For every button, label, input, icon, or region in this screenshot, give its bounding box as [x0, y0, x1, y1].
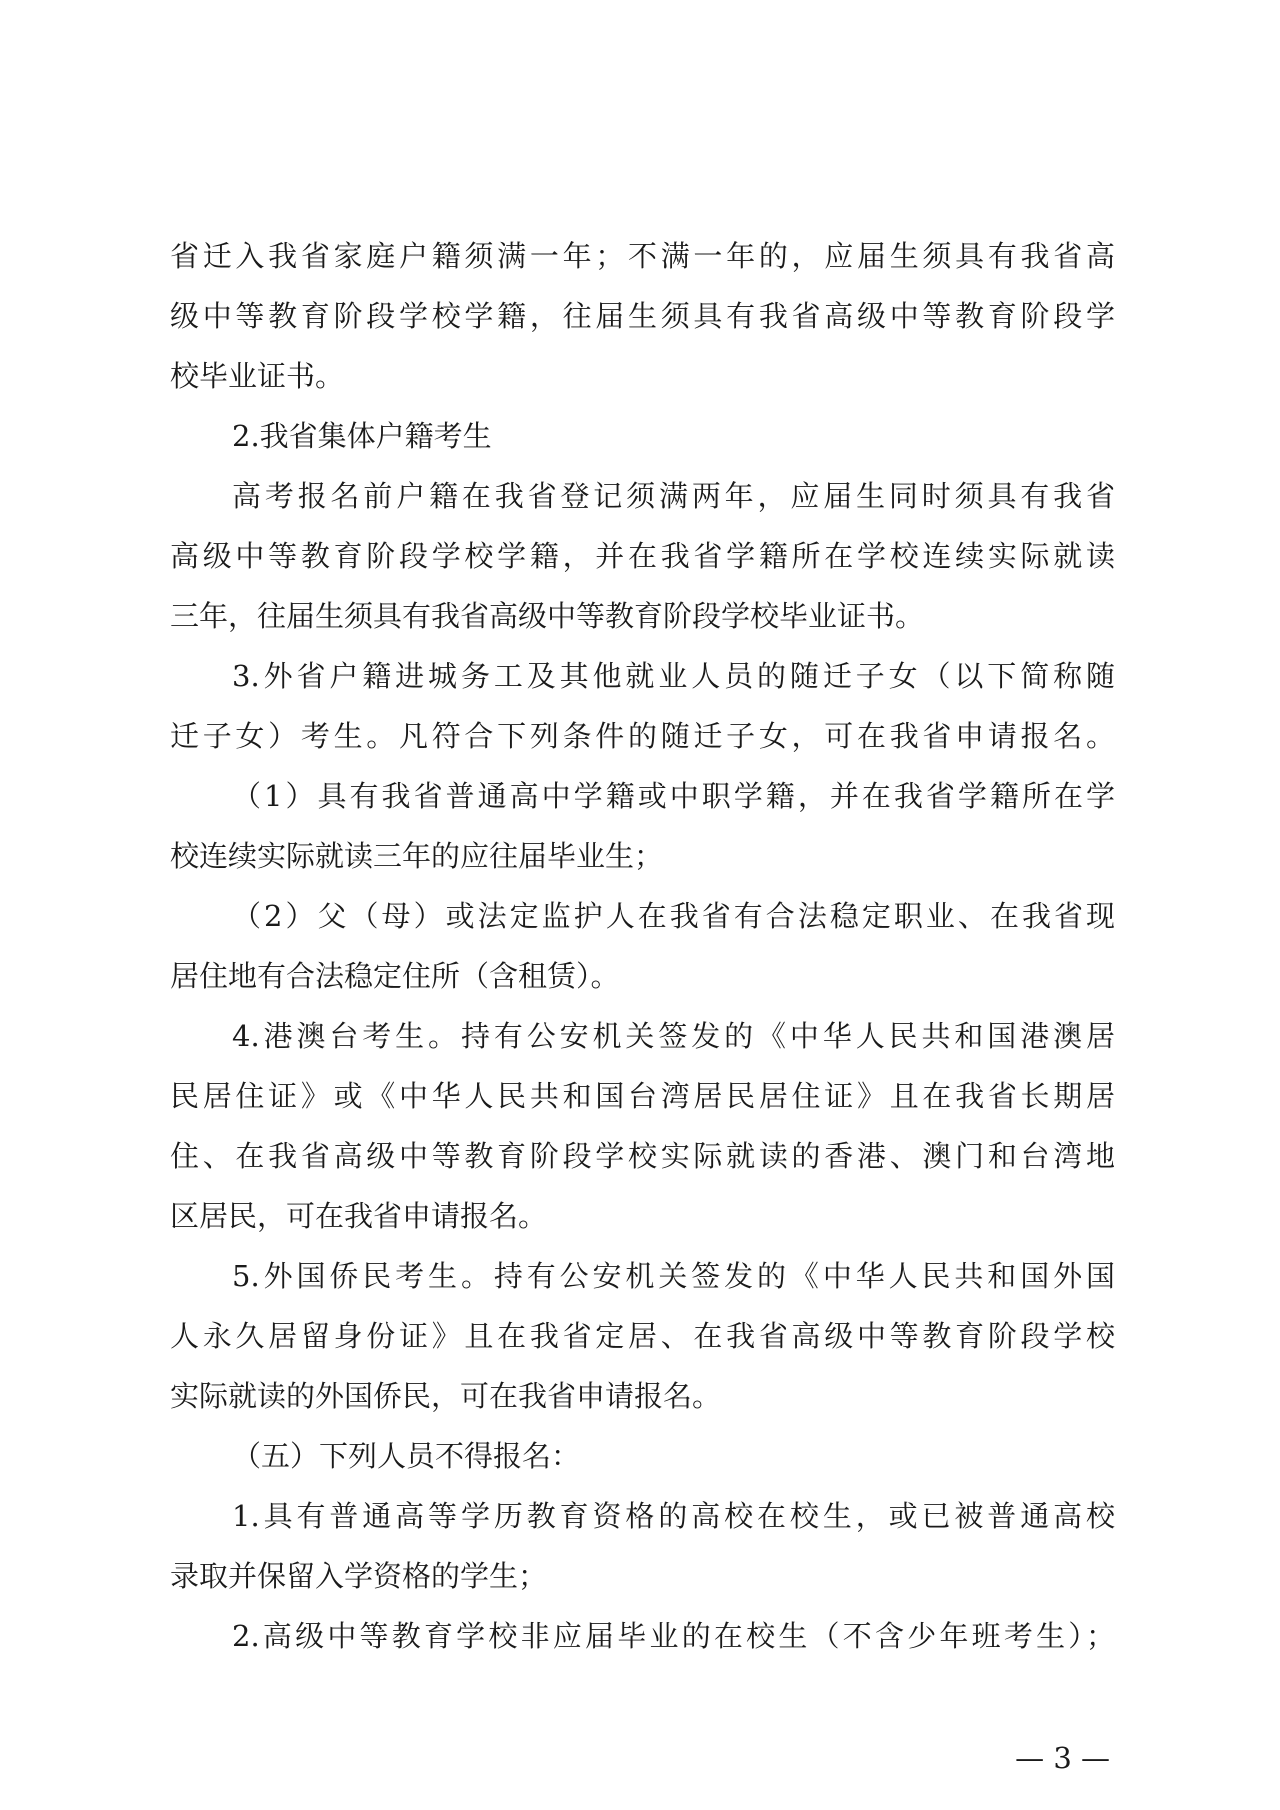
text-line: 录取并保留入学资格的学生； [170, 1559, 548, 1593]
section-heading: （五）下列人员不得报名： [232, 1439, 581, 1473]
text-line: 1.具有普通高等学历教育资格的高校在校生，或已被普通高校 [232, 1499, 1115, 1533]
text-line: 5.外国侨民考生。持有公安机关签发的《中华人民共和国外国 [232, 1259, 1115, 1293]
text-line: 高考报名前户籍在我省登记须满两年，应届生同时须具有我省 [232, 479, 1115, 513]
text-line: 2.高级中等教育学校非应届毕业的在校生（不含少年班考生）； [232, 1619, 1115, 1653]
text-line: 住、在我省高级中等教育阶段学校实际就读的香港、澳门和台湾地 [170, 1139, 1115, 1173]
text-line: （1）具有我省普通高中学籍或中职学籍，并在我省学籍所在学 [232, 779, 1115, 813]
text-line: 实际就读的外国侨民，可在我省申请报名。 [170, 1379, 722, 1413]
page-number: — 3 — [1015, 1741, 1110, 1775]
text-line: 居住地有合法稳定住所（含租赁）。 [170, 959, 620, 993]
text-line: 高级中等教育阶段学校学籍，并在我省学籍所在学校连续实际就读 [170, 539, 1115, 573]
section-heading: 2.我省集体户籍考生 [232, 419, 492, 453]
text-line: 民居住证》或《中华人民共和国台湾居民居住证》且在我省长期居 [170, 1079, 1115, 1113]
text-line: 迁子女）考生。凡符合下列条件的随迁子女，可在我省申请报名。 [170, 719, 1115, 753]
text-line: 省迁入我省家庭户籍须满一年；不满一年的，应届生须具有我省高 [170, 239, 1115, 273]
text-line: 校毕业证书。 [170, 359, 345, 393]
text-line: 三年，往届生须具有我省高级中等教育阶段学校毕业证书。 [170, 599, 925, 633]
text-line: 区居民，可在我省申请报名。 [170, 1199, 548, 1233]
text-line: 4.港澳台考生。持有公安机关签发的《中华人民共和国港澳居 [232, 1019, 1115, 1053]
text-line: 人永久居留身份证》且在我省定居、在我省高级中等教育阶段学校 [170, 1319, 1115, 1353]
text-line: 3.外省户籍进城务工及其他就业人员的随迁子女（以下简称随 [232, 659, 1115, 693]
text-line: 级中等教育阶段学校学籍，往届生须具有我省高级中等教育阶段学 [170, 299, 1115, 333]
text-line: （2）父（母）或法定监护人在我省有合法稳定职业、在我省现 [232, 899, 1115, 933]
text-line: 校连续实际就读三年的应往届毕业生； [170, 839, 664, 873]
